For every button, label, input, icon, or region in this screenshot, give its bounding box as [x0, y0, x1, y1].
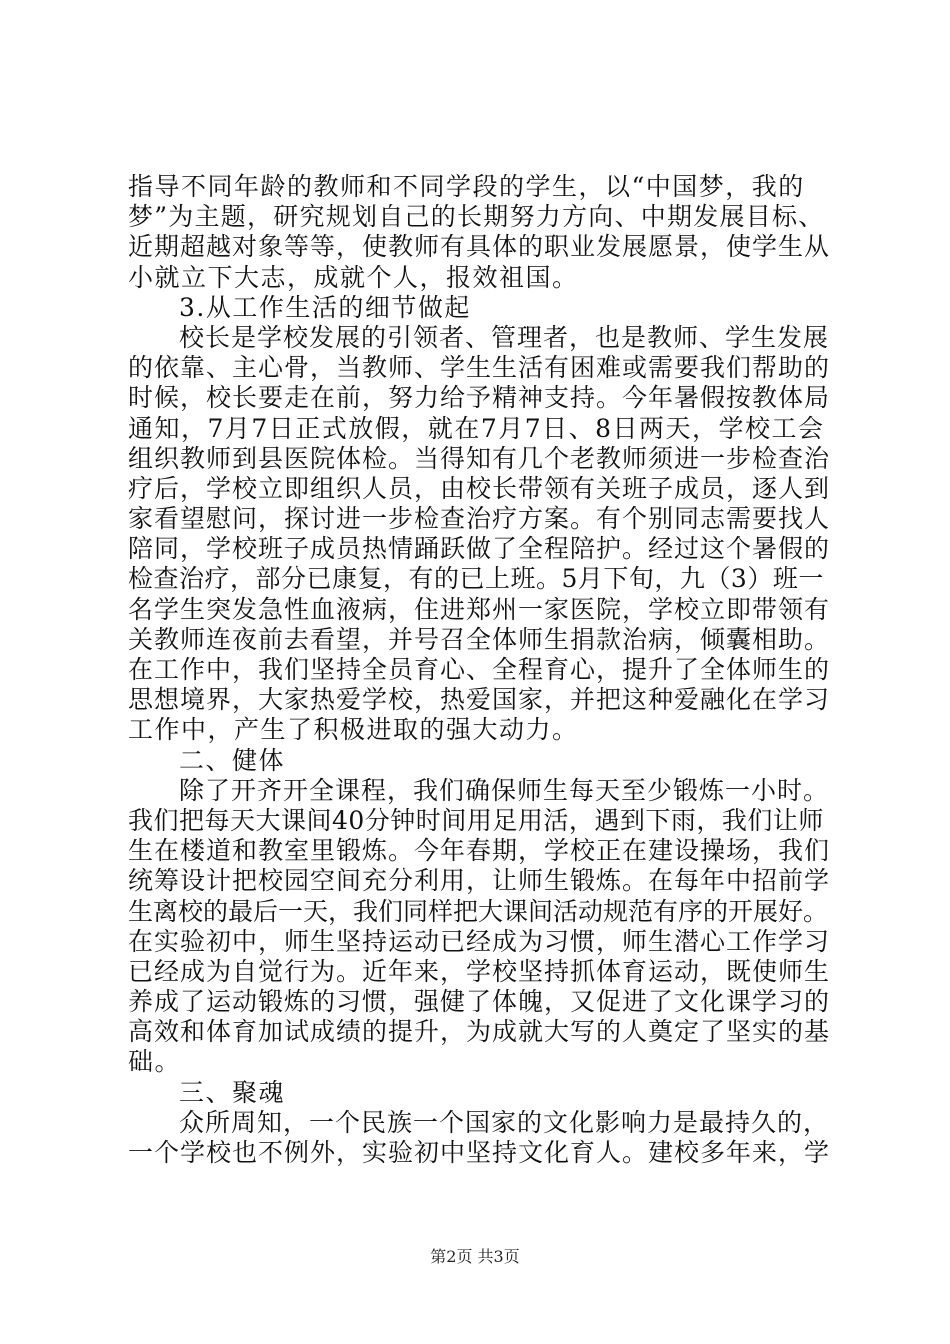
text-line: 众所周知，一个民族一个国家的文化影响力是最持久的， [179, 1107, 830, 1137]
text-line: 高效和体育加试成绩的提升，为成就大写的人奠定了坚实的基 [128, 1017, 831, 1047]
text-line: 组织教师到县医院体检。当得知有几个老教师须进一步检查治 [128, 443, 831, 473]
text-line: 三、聚魂 [179, 1077, 286, 1107]
text-line: 时候，校长要走在前，努力给予精神支持。今年暑假按教体局 [128, 383, 831, 413]
text-line: 家看望慰问，探讨进一步检查治疗方案。有个别同志需要找人 [128, 504, 831, 534]
text-line: 名学生突发急性血液病，住进郑州一家医院，学校立即带领有 [128, 594, 831, 624]
text-line: 的依靠、主心骨，当教师、学生生活有困难或需要我们帮助的 [128, 353, 831, 383]
text-line: 3.从工作生活的细节做起 [179, 292, 471, 322]
text-line: 指导不同年龄的教师和不同学段的学生，以“中国梦，我的 [128, 172, 805, 201]
text-line: 生在楼道和教室里锻炼。今年春期，学校正在建设操场，我们 [128, 836, 831, 866]
text-line: 除了开齐开全课程，我们确保师生每天至少锻炼一小时。 [179, 775, 830, 805]
text-line: 在工作中，我们坚持全员育心、全程育心，提升了全体师生的 [128, 655, 831, 684]
text-line: 础。 [128, 1047, 182, 1077]
text-line: 小就立下大志，成就个人，报效祖国。 [128, 262, 579, 292]
text-line: 思想境界，大家热爱学校，热爱国家，并把这种爱融化在学习 [128, 685, 831, 715]
text-line: 梦”为主题，研究规划自己的长期努力方向、中期发展目标、 [128, 202, 825, 232]
text-line: 疗后，学校立即组织人员，由校长带领有关班子成员，逐人到 [128, 473, 831, 503]
text-line: 养成了运动锻炼的习惯，强健了体魄，又促进了文化课学习的 [128, 987, 831, 1017]
text-line: 检查治疗，部分已康复，有的已上班。5月下旬，九（3）班一 [128, 564, 824, 594]
document-body [128, 172, 830, 1168]
text-line: 校长是学校发展的引领者、管理者，也是教师、学生发展 [179, 322, 830, 352]
text-line: 关教师连夜前去看望，并号召全体师生捐款治病，倾囊相助。 [128, 624, 831, 654]
text-line: 一个学校也不例外，实验初中坚持文化育人。建校多年来，学 [128, 1138, 831, 1167]
text-line: 已经成为自觉行为。近年来，学校坚持抓体育运动，既使师生 [128, 956, 831, 986]
text-line: 生离校的最后一天，我们同样把大课间活动规范有序的开展好。 [128, 896, 829, 926]
text-line: 近期超越对象等等，使教师有具体的职业发展愿景，使学生从 [128, 232, 831, 262]
text-line: 统筹设计把校园空间充分利用，让师生锻炼。在每年中招前学 [128, 866, 831, 896]
text-line: 在实验初中，师生坚持运动已经成为习惯，师生潜心工作学习 [128, 926, 831, 956]
text-line: 工作中，产生了积极进取的强大动力。 [128, 715, 579, 745]
text-line: 陪同，学校班子成员热情踊跃做了全程陪护。经过这个暑假的 [128, 534, 831, 564]
text-line: 通知，7月7日正式放假，就在7月7日、8日两天，学校工会 [128, 413, 825, 443]
page-footer: 第2页 共3页 [430, 1247, 520, 1266]
text-line: 我们把每天大课间40分钟时间用足用活，遇到下雨，我们让师 [128, 805, 824, 835]
text-line: 二、健体 [179, 745, 286, 775]
